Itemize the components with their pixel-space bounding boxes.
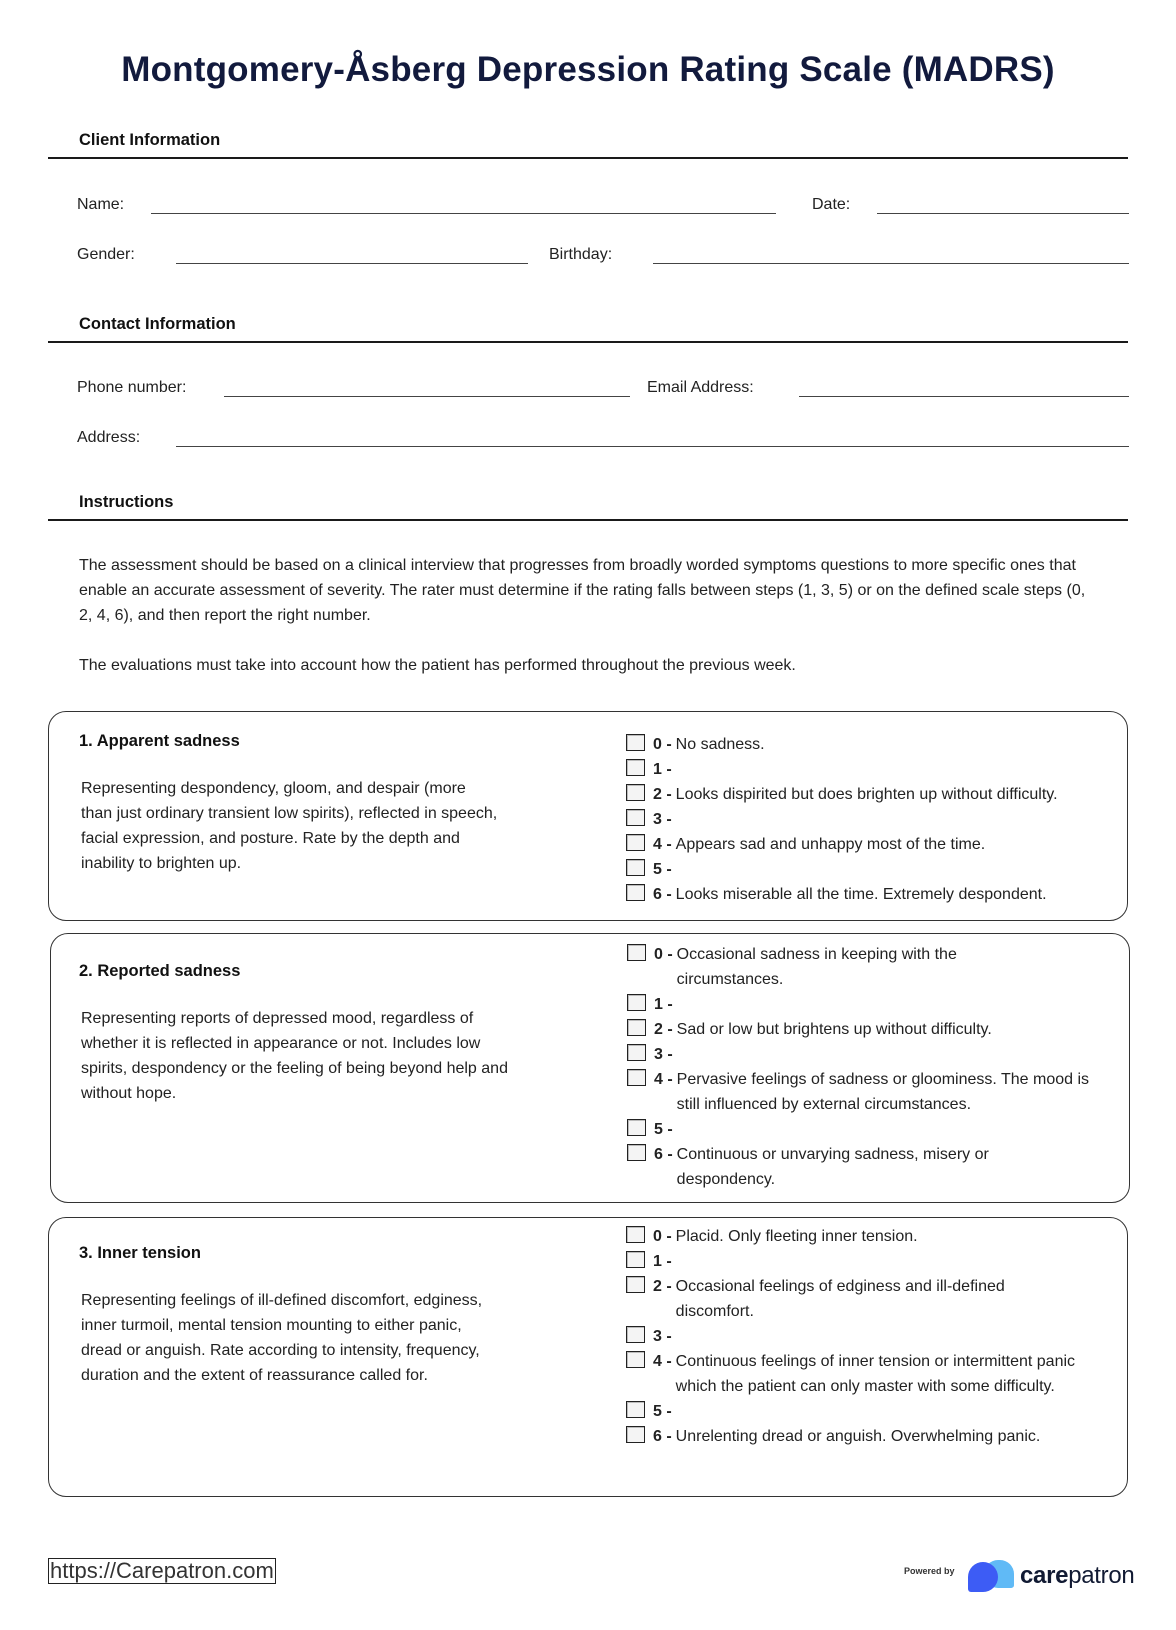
carepatron-logo	[968, 1560, 1134, 1592]
checkbox[interactable]	[626, 734, 645, 751]
birthday-input[interactable]	[653, 263, 1129, 264]
client-info-heading: Client Information	[48, 131, 1128, 159]
birthday-field[interactable]	[549, 240, 612, 264]
date-input[interactable]	[877, 213, 1129, 214]
checkbox[interactable]	[626, 1326, 645, 1343]
option-3[interactable]: 3 -	[627, 1042, 1097, 1067]
carepatron-link[interactable]: https://Carepatron.com	[50, 1558, 274, 1583]
phone-email-row	[77, 373, 1128, 397]
option-4[interactable]: 4 - Appears sad and unhappy most of the time.	[626, 832, 1126, 857]
option-0[interactable]: 0 - Placid. Only fleeting inner tension.	[626, 1224, 1098, 1249]
item-title: 3. Inner tension	[79, 1244, 201, 1262]
phone-field[interactable]	[77, 373, 186, 397]
checkbox[interactable]	[627, 1019, 646, 1036]
option-0[interactable]: 0 - Occasional sadness in keeping with the circumstances.	[627, 942, 1097, 992]
checkbox[interactable]	[626, 1426, 645, 1443]
item-description: Representing reports of depressed mood, regardless of whether it is reflected in appearance or not. Includes low spirits, despondency or the feeling of being beyond help and without hope.	[81, 1010, 508, 1102]
option-5[interactable]: 5 -	[627, 1117, 1097, 1142]
gender-label: Gender:	[77, 246, 135, 263]
option-1[interactable]: 1 -	[626, 757, 1126, 782]
carepatron-wordmark: carepatron	[1020, 1562, 1135, 1589]
phone-label: Phone number:	[77, 379, 187, 396]
item-reported-sadness	[50, 933, 1130, 1203]
instructions-heading: Instructions	[48, 493, 1128, 521]
address-row	[77, 423, 1128, 447]
email-label: Email Address:	[647, 379, 754, 396]
checkbox[interactable]	[627, 994, 646, 1011]
checkbox[interactable]	[627, 1144, 646, 1161]
checkbox[interactable]	[626, 1351, 645, 1368]
name-date-row	[77, 190, 1128, 214]
checkbox[interactable]	[626, 1226, 645, 1243]
email-field[interactable]	[647, 373, 754, 397]
date-field[interactable]	[812, 190, 850, 214]
item-title: 2. Reported sadness	[79, 962, 241, 980]
contact-info-heading: Contact Information	[48, 315, 1128, 343]
address-field[interactable]	[77, 423, 140, 447]
gender-input[interactable]	[176, 263, 528, 264]
checkbox[interactable]	[626, 1251, 645, 1268]
email-input[interactable]	[799, 396, 1129, 397]
checkbox[interactable]	[626, 759, 645, 776]
item-apparent-sadness	[48, 711, 1128, 921]
gender-birthday-row	[77, 240, 1128, 264]
checkbox[interactable]	[627, 1069, 646, 1086]
option-4[interactable]: 4 - Continuous feelings of inner tension or intermittent panic which the patient can only master with some difficulty.	[626, 1349, 1098, 1399]
checkbox[interactable]	[627, 944, 646, 961]
checkbox[interactable]	[626, 834, 645, 851]
option-4[interactable]: 4 - Pervasive feelings of sadness or gloominess. The mood is still influenced by external circumstances.	[627, 1067, 1097, 1117]
name-input[interactable]	[151, 213, 776, 214]
checkbox[interactable]	[626, 884, 645, 901]
option-1[interactable]: 1 -	[626, 1249, 1098, 1274]
powered-by-label: Powered by	[904, 1566, 955, 1576]
option-2[interactable]: 2 - Looks dispirited but does brighten up without difficulty.	[626, 782, 1126, 807]
option-0[interactable]: 0 - No sadness.	[626, 732, 1126, 757]
option-5[interactable]: 5 -	[626, 857, 1126, 882]
options-list	[626, 732, 1126, 907]
option-5[interactable]: 5 -	[626, 1399, 1098, 1424]
name-label: Name:	[77, 196, 125, 213]
address-label: Address:	[77, 429, 141, 446]
checkbox[interactable]	[627, 1044, 646, 1061]
name-field[interactable]	[77, 190, 124, 214]
page-title: Montgomery-Åsberg Depression Rating Scale (MADRS)	[121, 50, 1055, 89]
option-3[interactable]: 3 -	[626, 807, 1126, 832]
option-1[interactable]: 1 -	[627, 992, 1097, 1017]
option-2[interactable]: 2 - Sad or low but brightens up without difficulty.	[627, 1017, 1097, 1042]
option-6[interactable]: 6 - Looks miserable all the time. Extremely despondent.	[626, 882, 1126, 907]
checkbox[interactable]	[626, 784, 645, 801]
instructions-paragraph-1: The assessment should be based on a clinical interview that progresses from broadly worded symptoms questions to more specific ones that enable an accurate assessment of severity. The rater must determine if the rating falls between steps (1, 3, 5) or on the defined scale steps (0, 2, 4, 6), and then report the right number.	[79, 557, 1086, 624]
item-title: 1. Apparent sadness	[79, 732, 240, 750]
item-inner-tension	[48, 1217, 1128, 1497]
checkbox[interactable]	[626, 859, 645, 876]
instructions-paragraph-2: The evaluations must take into account how the patient has performed throughout the previous week.	[79, 657, 796, 674]
date-label: Date:	[812, 196, 851, 213]
item-description: Representing feelings of ill-defined discomfort, edginess, inner turmoil, mental tension mounting to either panic, dread or anguish. Rate according to intensity, frequency, duration and the extent of reassurance called for.	[81, 1292, 483, 1384]
option-2[interactable]: 2 - Occasional feelings of edginess and ill-defined discomfort.	[626, 1274, 1098, 1324]
checkbox[interactable]	[626, 1276, 645, 1293]
option-6[interactable]: 6 - Continuous or unvarying sadness, misery or despondency.	[627, 1142, 1097, 1192]
phone-input[interactable]	[224, 396, 630, 397]
item-description: Representing despondency, gloom, and despair (more than just ordinary transient low spirits), reflected in speech, facial expression, and posture. Rate by the depth and inability to brighten up.	[81, 780, 498, 872]
carepatron-logo-icon	[968, 1560, 1014, 1592]
address-input[interactable]	[176, 446, 1129, 447]
checkbox[interactable]	[626, 809, 645, 826]
options-list	[627, 942, 1097, 1192]
checkbox[interactable]	[627, 1119, 646, 1136]
options-list	[626, 1224, 1098, 1449]
checkbox[interactable]	[626, 1401, 645, 1418]
gender-field[interactable]	[77, 240, 135, 264]
option-6[interactable]: 6 - Unrelenting dread or anguish. Overwhelming panic.	[626, 1424, 1098, 1449]
birthday-label: Birthday:	[549, 246, 613, 263]
option-3[interactable]: 3 -	[626, 1324, 1098, 1349]
